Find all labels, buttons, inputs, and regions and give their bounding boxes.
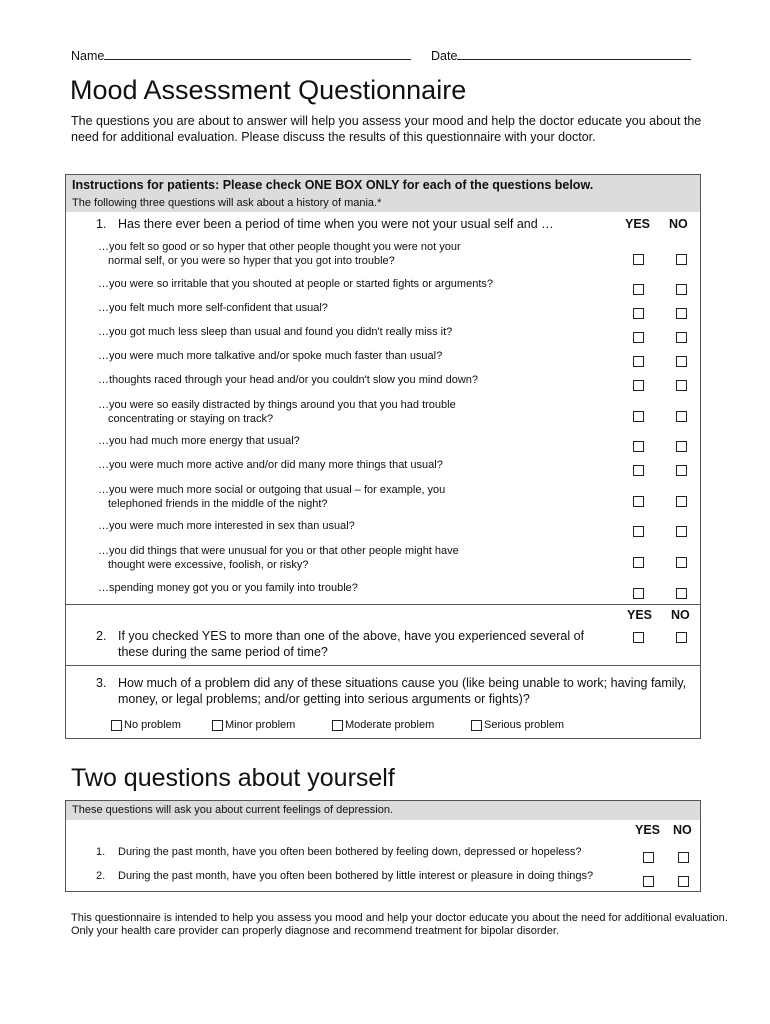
yes-checkbox[interactable] <box>633 465 644 476</box>
yes-checkbox[interactable] <box>633 588 644 599</box>
intro-line-2: need for additional evaluation. Please discuss the results of this questionnaire with your doctor. <box>71 130 596 144</box>
problem-option-label: Minor problem <box>225 719 296 731</box>
no-checkbox[interactable] <box>676 284 687 295</box>
footer-line-2: Only your health care provider can properly diagnose and recommend treatment for bipolar disorder. <box>71 925 559 937</box>
item-text: …you got much less sleep than usual and found you didn't really miss it? <box>98 326 453 338</box>
no-checkbox[interactable] <box>678 876 689 887</box>
yes-header: YES <box>635 823 661 837</box>
item-text: …you were much more social or outgoing that usual – for example, you <box>98 484 446 496</box>
no-checkbox[interactable] <box>676 332 687 343</box>
instructions-text: Instructions for patients: Please check ONE BOX ONLY for each of the questions below. <box>72 178 594 192</box>
yes-header: YES <box>625 217 651 231</box>
q1-text: Has there ever been a period of time when you were not your usual self and … <box>118 217 554 231</box>
item-text: …spending money got you or you family into trouble? <box>98 582 358 594</box>
name-field[interactable] <box>71 47 411 64</box>
no-checkbox[interactable] <box>676 465 687 476</box>
problem-option-checkbox[interactable] <box>212 720 223 731</box>
item-text: …you did things that were unusual for you or that other people might have <box>98 545 459 557</box>
problem-option-checkbox[interactable] <box>471 720 482 731</box>
date-field[interactable] <box>431 47 691 64</box>
q3-line-1: How much of a problem did any of these situations cause you (like being unable to work; having family, <box>118 676 687 690</box>
yes-checkbox[interactable] <box>633 411 644 422</box>
yes-checkbox[interactable] <box>633 254 644 265</box>
item-text: …you felt so good or so hyper that other people thought you were not your <box>98 241 461 253</box>
yes-checkbox[interactable] <box>633 380 644 391</box>
item-text: telephoned friends in the middle of the night? <box>108 498 328 510</box>
problem-option-checkbox[interactable] <box>332 720 343 731</box>
q2-line-2: these during the same period of time? <box>118 645 328 659</box>
yes-checkbox[interactable] <box>633 308 644 319</box>
no-checkbox[interactable] <box>676 411 687 422</box>
no-checkbox[interactable] <box>676 496 687 507</box>
item-text: …you were so irritable that you shouted at people or started fights or arguments? <box>98 278 493 290</box>
yes-checkbox[interactable] <box>643 876 654 887</box>
q2-yes-checkbox[interactable] <box>633 632 644 643</box>
date-label: Date <box>431 49 458 63</box>
q2-line-1: If you checked YES to more than one of the above, have you experienced several of <box>118 629 585 643</box>
item-text: …you were much more talkative and/or spoke much faster than usual? <box>98 350 443 362</box>
item-text: concentrating or staying on track? <box>108 413 274 425</box>
item-text: thought were excessive, foolish, or risky? <box>108 559 309 571</box>
yes-checkbox[interactable] <box>633 356 644 367</box>
question-text: During the past month, have you often been bothered by little interest or pleasure in doing things? <box>118 870 594 882</box>
yes-checkbox[interactable] <box>633 496 644 507</box>
q2-no-checkbox[interactable] <box>676 632 687 643</box>
no-checkbox[interactable] <box>676 588 687 599</box>
no-header: NO <box>673 823 692 837</box>
footer-line-1: This questionnaire is intended to help you assess you mood and help your doctor educate you about the need for additional evaluation. <box>71 912 728 924</box>
q2-number: 2. <box>96 629 107 643</box>
item-text: …thoughts raced through your head and/or you couldn't slow you mind down? <box>98 374 479 386</box>
yes-checkbox[interactable] <box>633 526 644 537</box>
q1-number: 1. <box>96 217 107 231</box>
intro-line-1: The questions you are about to answer will help you assess your mood and help the doctor educate you about the <box>71 114 702 128</box>
name-label: Name <box>71 49 105 63</box>
no-checkbox[interactable] <box>676 557 687 568</box>
question-number: 2. <box>96 870 106 882</box>
no-checkbox[interactable] <box>676 380 687 391</box>
no-checkbox[interactable] <box>676 441 687 452</box>
no-header: NO <box>669 217 688 231</box>
item-text: …you were much more active and/or did many more things that usual? <box>98 459 443 471</box>
item-text: normal self, or you were so hyper that you got into trouble? <box>108 255 395 267</box>
yes-checkbox[interactable] <box>633 557 644 568</box>
yes-checkbox[interactable] <box>633 332 644 343</box>
item-text: …you were much more interested in sex than usual? <box>98 520 355 532</box>
question-text: During the past month, have you often been bothered by feeling down, depressed or hopeless? <box>118 846 582 858</box>
no-checkbox[interactable] <box>676 308 687 319</box>
question-number: 1. <box>96 846 106 858</box>
q3-line-2: money, or legal problems; and/or getting into serious arguments or fights)? <box>118 692 530 706</box>
yes-checkbox[interactable] <box>633 441 644 452</box>
no-header: NO <box>671 608 690 622</box>
section1-subtitle: The following three questions will ask about a history of mania.* <box>72 197 382 209</box>
yes-checkbox[interactable] <box>633 284 644 295</box>
yes-header: YES <box>627 608 653 622</box>
problem-option-label: Moderate problem <box>345 719 435 731</box>
divider <box>66 665 700 666</box>
problem-option-label: Serious problem <box>484 719 565 731</box>
problem-option-label: No problem <box>124 719 181 731</box>
section2-title: Two questions about yourself <box>71 764 395 792</box>
page-title: Mood Assessment Questionnaire <box>70 75 467 105</box>
no-checkbox[interactable] <box>676 526 687 537</box>
no-checkbox[interactable] <box>676 254 687 265</box>
no-checkbox[interactable] <box>678 852 689 863</box>
section2-subtitle: These questions will ask you about current feelings of depression. <box>72 804 394 816</box>
divider <box>66 604 700 605</box>
q3-number: 3. <box>96 676 107 690</box>
yes-checkbox[interactable] <box>643 852 654 863</box>
no-checkbox[interactable] <box>676 356 687 367</box>
problem-option-checkbox[interactable] <box>111 720 122 731</box>
item-text: …you were so easily distracted by things around you that you had trouble <box>98 399 456 411</box>
item-text: …you had much more energy that usual? <box>98 435 300 447</box>
item-text: …you felt much more self-confident that usual? <box>98 302 328 314</box>
